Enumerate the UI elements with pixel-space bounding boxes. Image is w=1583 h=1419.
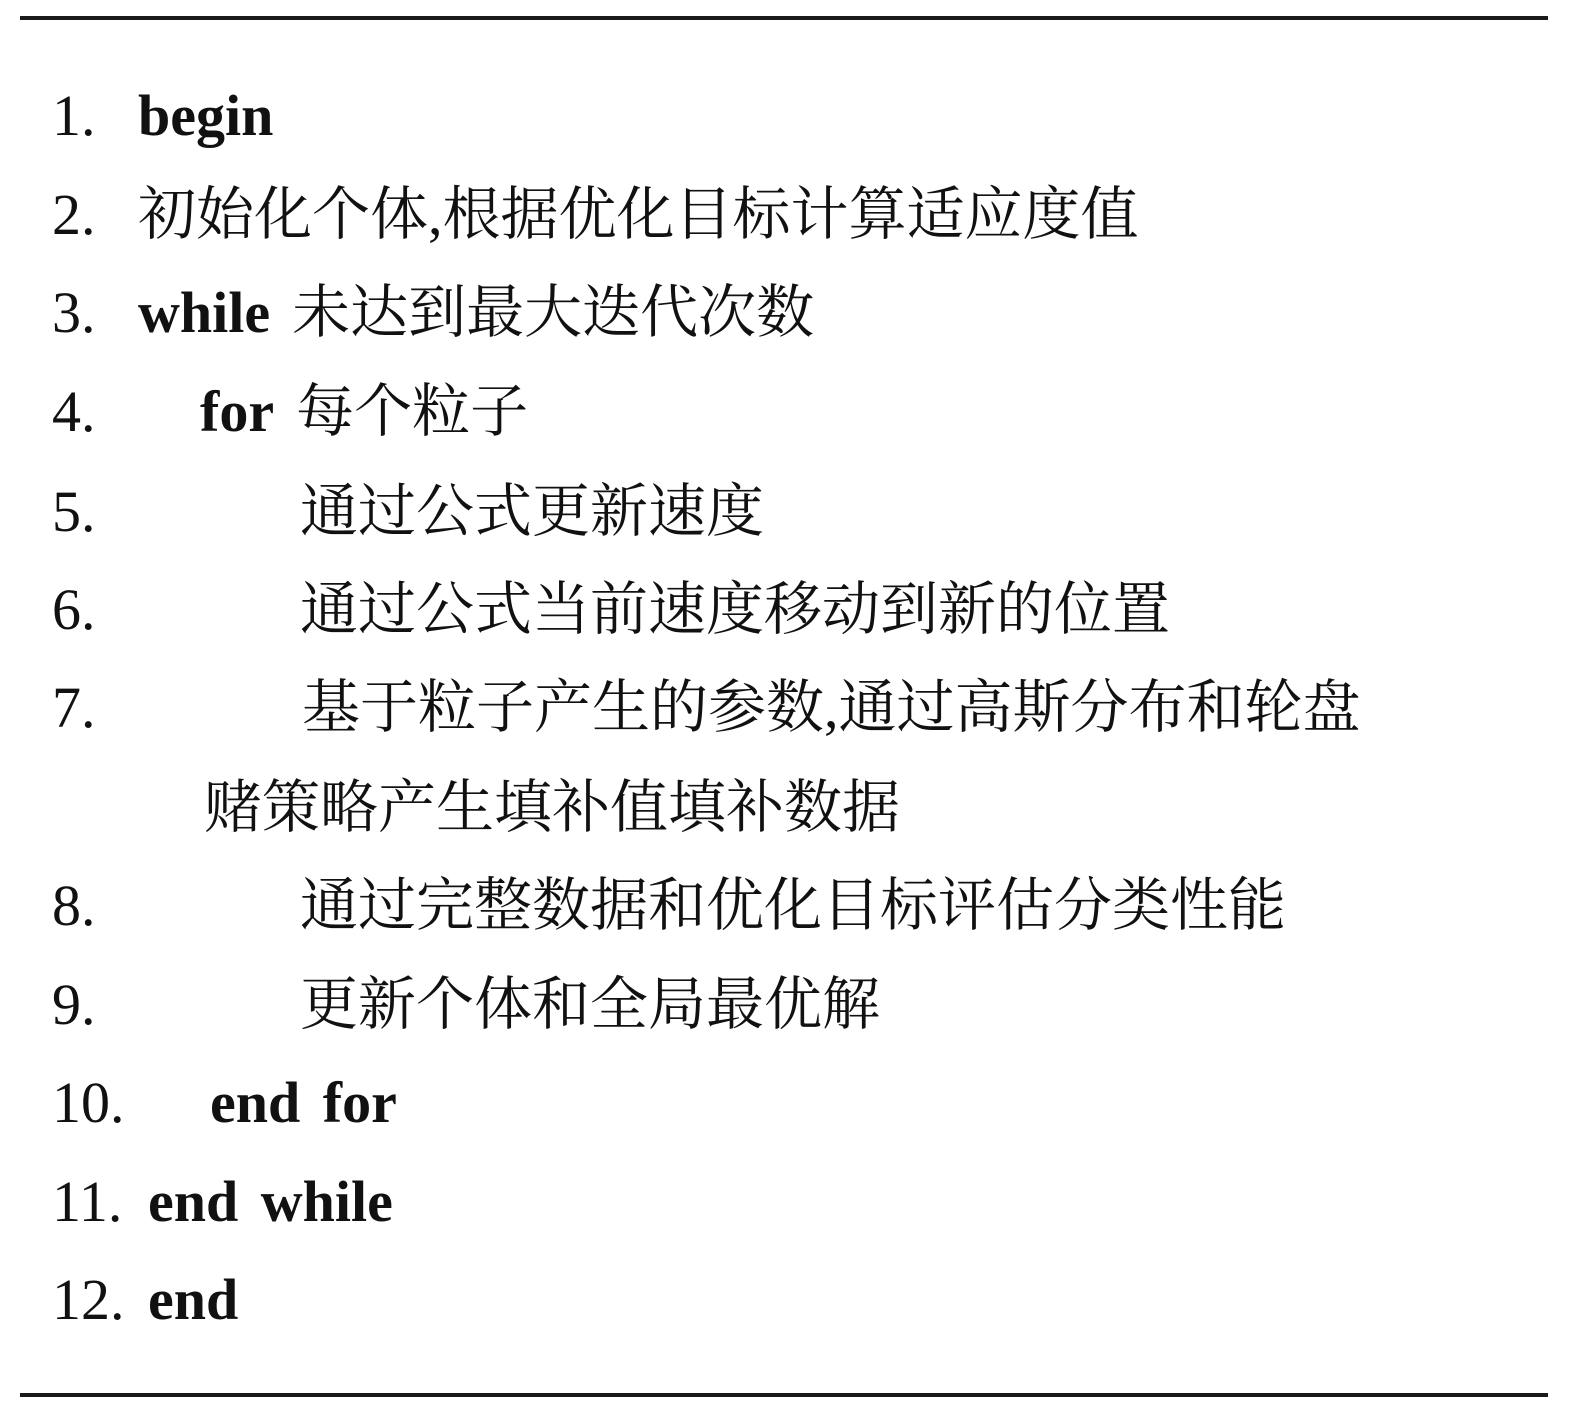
keyword: begin [138, 83, 274, 148]
algorithm-line-1 [52, 76, 273, 156]
line-text: 通过完整数据和优化目标评估分类性能 [300, 873, 1287, 938]
algorithm-line-7-continuation [204, 768, 900, 848]
line-text: 通过公式更新速度 [300, 479, 765, 544]
line-text: 每个粒子 [296, 379, 529, 444]
line-number: 4. [52, 379, 96, 444]
algorithm-line-11 [52, 1162, 393, 1242]
algorithm-line-7 [52, 668, 1361, 748]
keyword: end for [210, 1070, 397, 1135]
algorithm-line-9 [52, 965, 880, 1045]
line-number: 9. [52, 972, 96, 1037]
algorithm-line-8 [52, 866, 1286, 946]
keyword: end [148, 1267, 239, 1332]
line-number: 6. [52, 577, 96, 642]
algorithm-line-5 [52, 472, 764, 552]
line-number: 8. [52, 873, 96, 938]
algorithm-line-6 [52, 570, 1170, 650]
line-number: 2. [52, 182, 96, 247]
keyword: for [200, 379, 275, 444]
keyword: while [138, 280, 271, 345]
algorithm-line-10 [52, 1063, 397, 1143]
keyword: end while [148, 1169, 393, 1234]
line-text: 初始化个体,根据优化目标计算适应度值 [138, 182, 1139, 247]
line-number: 5. [52, 479, 96, 544]
line-number: 11. [52, 1169, 123, 1234]
line-number: 1. [52, 83, 96, 148]
line-text: 更新个体和全局最优解 [300, 972, 881, 1037]
top-rule [20, 16, 1548, 20]
algorithm-line-3 [52, 273, 814, 353]
line-number: 7. [52, 675, 96, 740]
line-text: 未达到最大迭代次数 [292, 280, 815, 345]
line-number: 10. [52, 1070, 125, 1135]
line-text: 基于粒子产生的参数,通过高斯分布和轮盘 [302, 675, 1361, 740]
bottom-rule [20, 1393, 1548, 1397]
line-text: 通过公式当前速度移动到新的位置 [300, 577, 1171, 642]
algorithm-line-12 [52, 1260, 238, 1340]
algorithm-line-2 [52, 175, 1139, 255]
algorithm-line-4 [52, 372, 528, 452]
line-number: 12. [52, 1267, 125, 1332]
line-number: 3. [52, 280, 96, 345]
line-text: 赌策略产生填补值填补数据 [204, 775, 901, 840]
